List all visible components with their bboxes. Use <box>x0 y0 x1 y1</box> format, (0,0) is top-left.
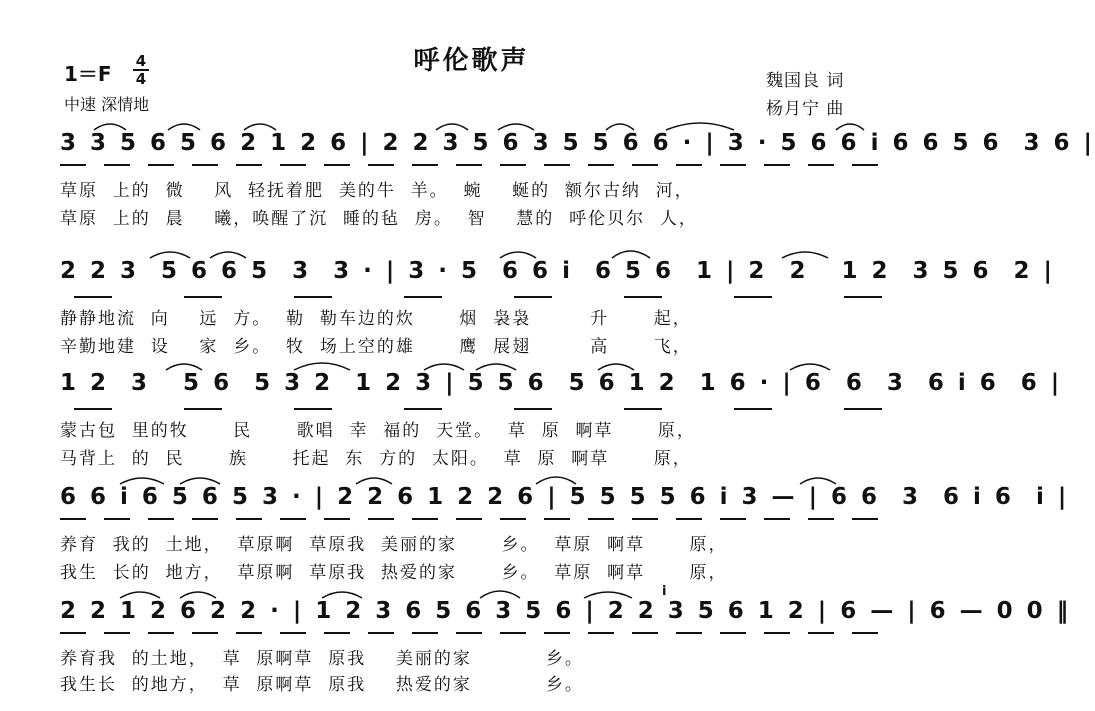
lyrics-verse-2: 马背上 的 民 族 托起 东 方的 太阳。 草 原 啊草 原， <box>60 449 692 469</box>
key-signature: 1＝F <box>64 62 112 86</box>
time-signature-bottom: 4 <box>135 70 147 88</box>
lyrics-verse-1: 静静地流 向 远 方。 勒 勒车边的炊 烟 袅袅 升 起， <box>60 309 692 329</box>
lyrics-verse-2: 我生 长的 地方， 草原啊 草原我 热爱的家 乡。 草原 啊草 原， <box>60 563 728 583</box>
lyricist-credit: 魏国良 词 <box>766 71 845 91</box>
notation-line: 1 2 3 5 6 5 3 2 1 2 3 | 5 5 6 5 6 1 2 1 6 · | 6 6 3 6 i 6 6 | <box>60 370 1063 396</box>
lyrics-verse-1: 养育我 的土地， 草 原啊草 原我 美丽的家 乡。 <box>60 649 584 669</box>
song-title: 呼伦歌声 <box>413 46 530 76</box>
notation-line: 2 2 3 5 6 6 5 3 3 · | 3 · 5 6 6 i 6 5 6 1 | 2 2 1 2 3 5 6 2 | <box>60 258 1055 284</box>
grace-note: i <box>662 584 667 599</box>
lyrics-verse-1: 草原 上的 微 风 轻抚着肥 美的牛 羊。 蜿 蜒的 额尔古纳 河， <box>60 181 694 201</box>
duration-underline <box>60 164 886 166</box>
time-signature <box>133 54 149 86</box>
notation-line: 2 2 1 2 6 2 2 · | 1 2 3 6 5 6 3 5 6 | 2 2 3 5 6 1 2 | 6 — | 6 — 0 0 ‖ <box>60 598 1072 624</box>
time-signature-top: 4 <box>135 52 147 70</box>
duration-underline <box>60 632 886 634</box>
tempo-marking: 中速 深情地 <box>64 95 150 114</box>
lyrics-verse-1: 养育 我的 土地， 草原啊 草原我 美丽的家 乡。 草原 啊草 原， <box>60 535 728 555</box>
notation-line: 3 3 5 6 5 6 2 1 2 6 | 2 2 3 5 6 3 5 5 6 6 · | 3 · 5 6 6 i 6 6 5 6 3 6 | <box>60 130 1095 156</box>
lyrics-verse-2: 草原 上的 晨 曦，唤醒了沉 睡的毡 房。 智 慧的 呼伦贝尔 人， <box>60 209 698 229</box>
duration-underline <box>60 296 886 298</box>
lyrics-verse-2: 我生长 的地方， 草 原啊草 原我 热爱的家 乡。 <box>60 675 584 695</box>
duration-underline <box>60 518 886 520</box>
composer-credit: 杨月宁 曲 <box>766 99 845 119</box>
notation-line: 6 6 i 6 5 6 5 3 · | 2 2 6 1 2 2 6 | 5 5 5 5 6 i 3 — | 6 6 3 6 i 6 i | <box>60 484 1070 510</box>
duration-underline <box>60 408 886 410</box>
lyrics-verse-2: 辛勤地建 设 家 乡。 牧 场上空的雄 鹰 展翅 高 飞， <box>60 337 692 357</box>
lyrics-verse-1: 蒙古包 里的牧 民 歌唱 幸 福的 天堂。 草 原 啊草 原， <box>60 421 696 441</box>
